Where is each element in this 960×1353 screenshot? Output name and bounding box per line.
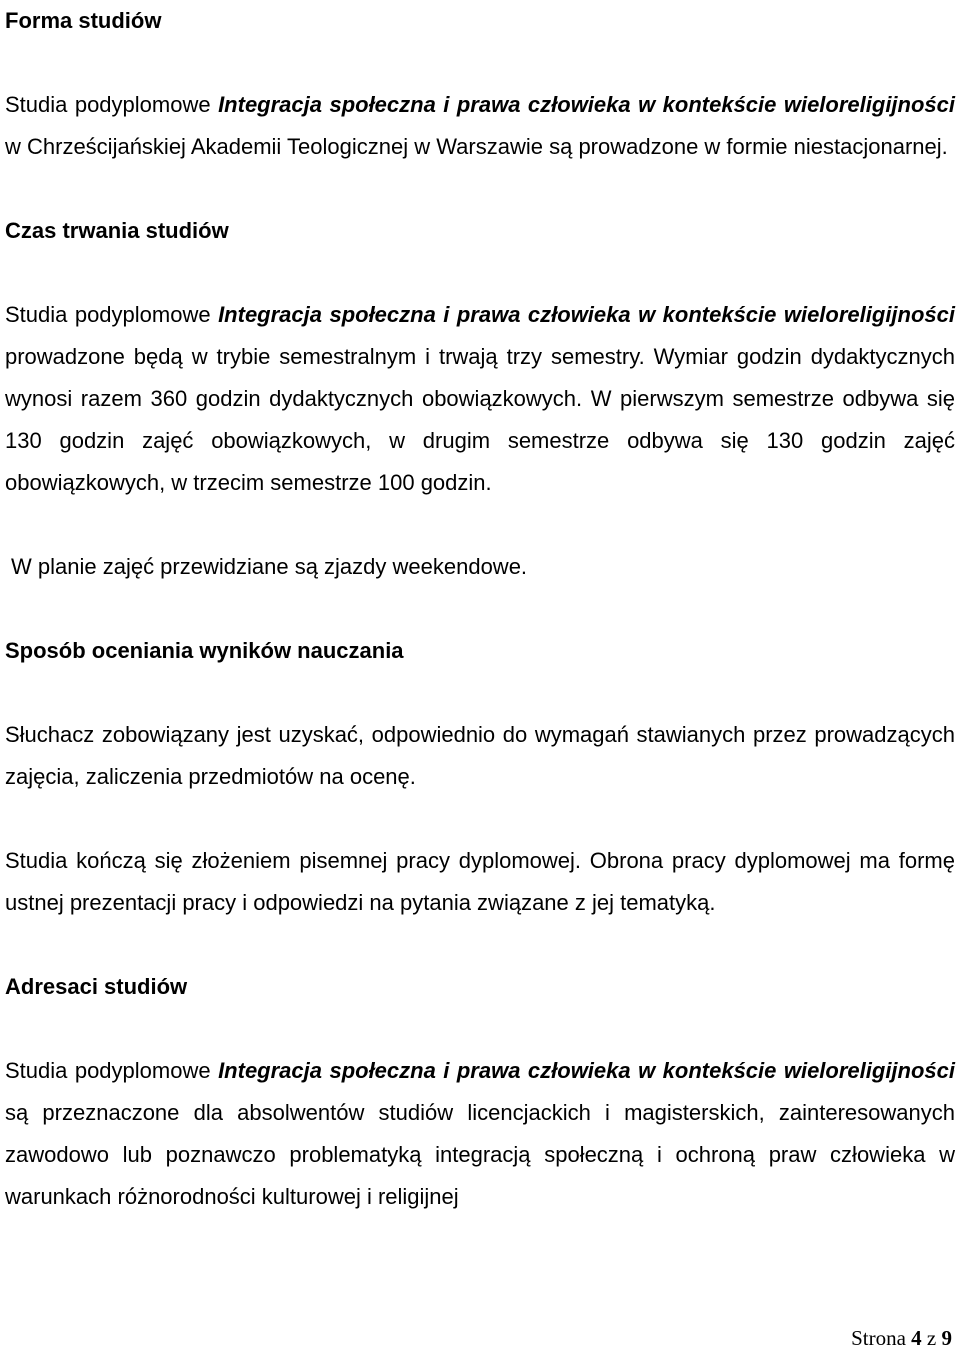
paragraph-text: są przeznaczone dla absolwentów studiów licencjackich i magisterskich, zainteresowanych zawodowo lub poznawczo problematyką integracją społeczną i ochroną praw człowieka w warunkach różnorodności kulturowej i religijnej (5, 1100, 955, 1209)
page-of: z (926, 1326, 937, 1350)
page-total: 9 (941, 1326, 952, 1350)
section-heading-forma: Forma studiów (5, 8, 162, 33)
paragraph-praca-dyplomowa: Studia kończą się złożeniem pisemnej pracy dyplomowej. Obrona pracy dyplomowej ma formę ustnej prezentacji pracy i odpowiedzi na pytania związane z jej tematyką. (5, 848, 955, 915)
paragraph-text: Studia podyplomowe (5, 92, 219, 117)
paragraph-text: Studia podyplomowe (5, 1058, 219, 1083)
section-heading-ocenianie: Sposób oceniania wyników nauczania (5, 638, 404, 663)
section-heading-czas: Czas trwania studiów (5, 218, 229, 243)
paragraph-text: w Chrześcijańskiej Akademii Teologicznej w Warszawie są prowadzone w formie niestacjonarnej. (5, 134, 948, 159)
paragraph-czas (5, 294, 955, 504)
paragraph-ocenianie: Słuchacz zobowiązany jest uzyskać, odpowiednio do wymagań stawianych przez prowadzących zajęcia, zaliczenia przedmiotów na ocenę. (5, 722, 955, 789)
paragraph-text: Studia podyplomowe (5, 302, 219, 327)
paragraph-forma (5, 84, 955, 168)
paragraph-zjazdy: W planie zajęć przewidziane są zjazdy weekendowe. (11, 554, 528, 579)
document-page (5, 0, 955, 1218)
program-title-emphasis: Integracja społeczna i prawa człowieka w kontekście wieloreligijności (218, 1058, 955, 1083)
paragraph-adresaci (5, 1050, 955, 1218)
page-number-footer (851, 1326, 952, 1351)
page-label: Strona (851, 1326, 906, 1350)
section-heading-adresaci: Adresaci studiów (5, 974, 188, 999)
page-current: 4 (911, 1326, 922, 1350)
program-title-emphasis: Integracja społeczna i prawa człowieka w kontekście wieloreligijności (218, 92, 955, 117)
program-title-emphasis: Integracja społeczna i prawa człowieka w kontekście wieloreligijności (218, 302, 955, 327)
paragraph-text: prowadzone będą w trybie semestralnym i trwają trzy semestry. Wymiar godzin dydaktycznych wynosi razem 360 godzin dydaktycznych obowiązkowych. W pierwszym semestrze odbywa się 130 godzin zajęć obowiązkowych, w drugim semestrze odbywa się 130 godzin zajęć obowiązkowych, w trzecim semestrze 100 godzin. (5, 344, 955, 495)
